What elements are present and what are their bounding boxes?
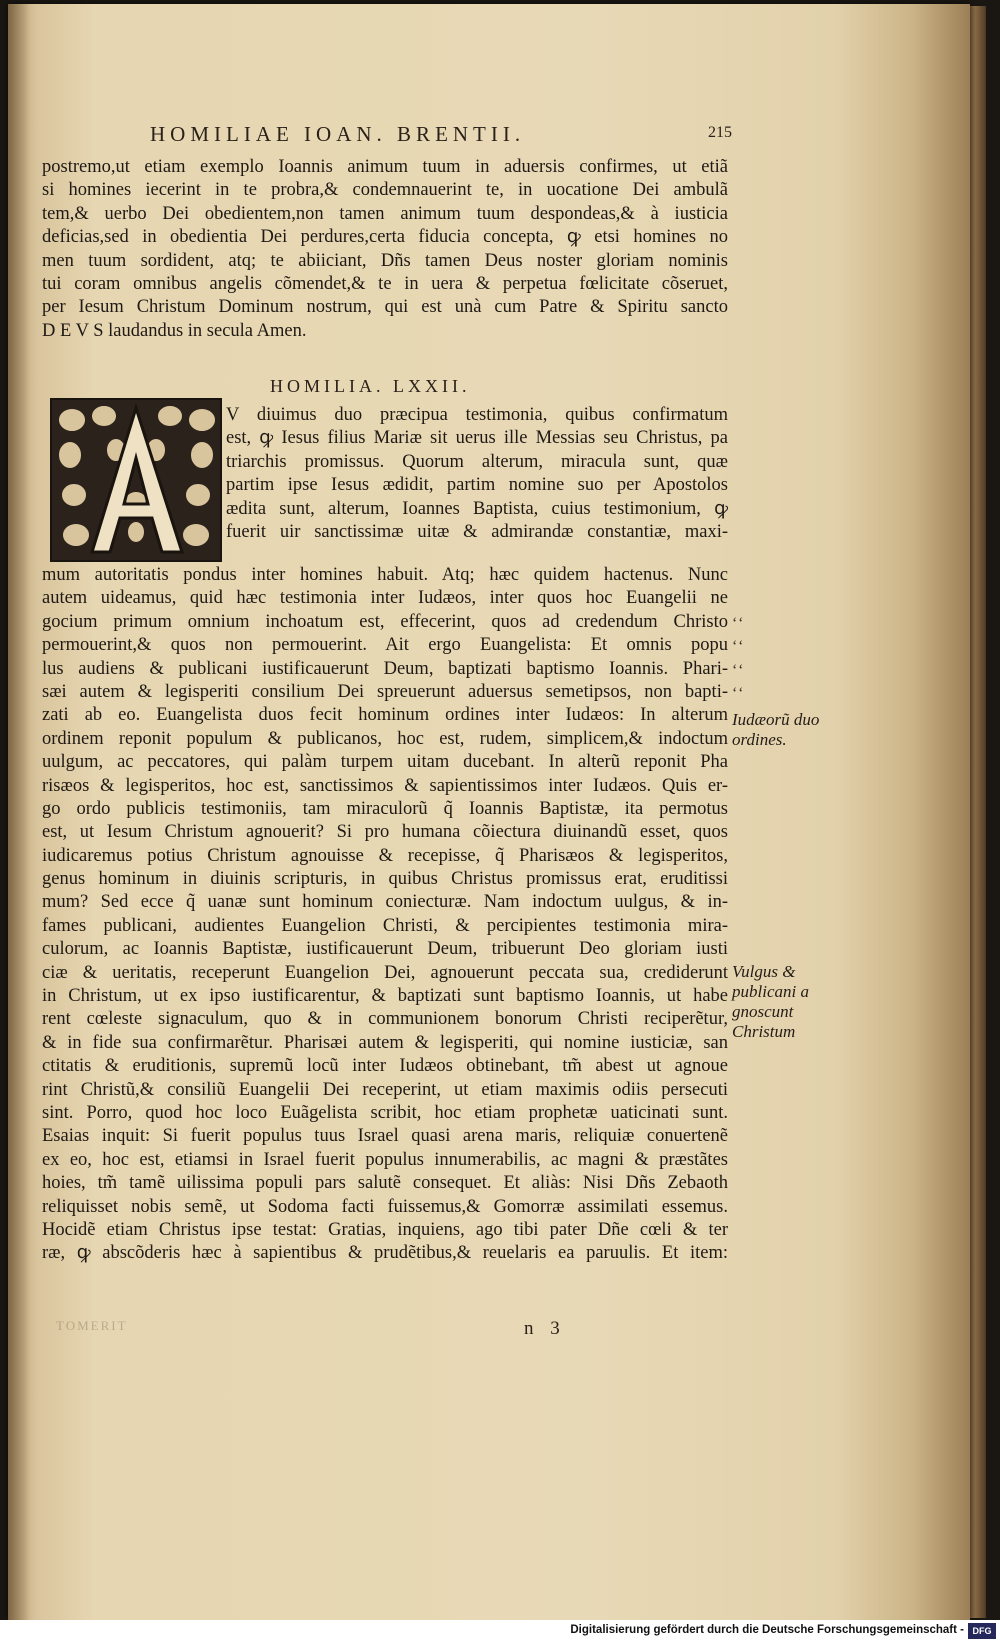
text-line: reliquisset nobis semẽ, ut Sodoma facti fuissemus,& Gomorræ assimilati essemus. xyxy=(42,1196,728,1217)
text-line: lus audiens & publicani iustificauerunt Deum, baptizati baptismo Ioannis. Phari- xyxy=(42,658,728,679)
text-line: partim ipse Iesus ædidit, partim nomine suo per Apostolos xyxy=(226,475,728,496)
decorated-initial xyxy=(50,398,222,562)
text-line: sint. Porro, quod hoc loco Euãgelista scribit, hoc etiam prophetæ uaticinati sunt. xyxy=(42,1102,728,1123)
text-line: V diuimus duo præcipua testimonia, quibus confirmatum xyxy=(226,405,728,425)
quote-mark: ‘‘ xyxy=(732,662,746,679)
text-line: in Christum, ut ex ipso iustificarentur, & baptizati sunt baptismo Ioannis, ut habe xyxy=(42,986,728,1007)
dfg-logo: DFG xyxy=(968,1623,996,1639)
text-line: genus hominum in diuinis scripturis, in quibus Christus promissus erat, eruditissi xyxy=(42,869,728,890)
text-line: per Iesum Christum Dominum nostrum, qui est unà cum Patre & Spiritu sancto xyxy=(42,297,728,318)
text-line: autem uideamus, quid hæc testimonia inter Iudæos, inter quos hoc Euangelii ne xyxy=(42,588,728,609)
text-line: deficias,sed in obedientia Dei perdures,certa fiducia concepta, ꝙ etsi homines no xyxy=(42,227,728,248)
text-line: Esaias inquit: Si fuerit populus tuus Israel quasi arena maris, reliquiæ conuertenẽ xyxy=(42,1126,728,1147)
text-block-opening xyxy=(226,404,728,544)
funding-credit: Digitalisierung gefördert durch die Deutsche Forschungsgemeinschaft - xyxy=(570,1624,964,1636)
text-line: tui coram omnibus angelis cõmendet,& te in uera & perpetua fœlicitate cõseruet, xyxy=(42,273,728,294)
text-line: triarchis promissus. Quorum alterum, miracula sunt, quæ xyxy=(226,451,728,472)
quote-mark: ‘‘ xyxy=(732,685,746,702)
offset-ghost-text: TOMERIT xyxy=(56,1318,128,1333)
signature-mark: n 3 xyxy=(524,1318,566,1339)
text-line: gocium primum omnium inchoatum est, effecerint, quos ad credendum Christo xyxy=(42,611,728,632)
text-line: rint Christũ,& consiliũ Euangelii Dei receperint, ut etiam maximis odiis persecuti xyxy=(42,1079,728,1100)
decorated-initial-a-icon xyxy=(52,400,220,560)
text-line: iudicaremus potius Christum agnouisse & recepisse, q̃ Pharisæos & legisperitos, xyxy=(42,845,728,866)
text-line: & in fide sua confirmarẽtur. Pharisæi autem & legisperiti, qui nomine iusticiæ, san xyxy=(42,1032,728,1053)
text-line: ædita sunt, alterum, Ioannes Baptista, cuius testimonium, ꝙ xyxy=(226,498,728,519)
text-line: permouerint,& quos non permouerint. Ait ergo Euangelista: Et omnis popu xyxy=(42,635,728,656)
text-line: risæos & legisperitos, hoc est, sanctissimos & sapientissimos inter Iudæos. Quis er- xyxy=(42,775,728,796)
homily-title: HOMILIA. LXXII. xyxy=(270,376,471,396)
text-block-main xyxy=(42,564,728,1266)
text-line: ex eo, hoc est, etiamsi in Israel fuerit populus innumerabilis, ac magni & præstãtes xyxy=(42,1149,728,1170)
text-line: fames publicani, audientes Euangelion Christi, & percipientes testimonia mira- xyxy=(42,915,728,936)
page-gutter-shadow xyxy=(8,4,30,1620)
text-block-ending xyxy=(42,156,728,343)
text-line: rent cœleste signaculum, quo & in communionem bonorum Christi reciperẽtur, xyxy=(42,1009,728,1030)
quote-mark: ‘‘ xyxy=(732,638,746,655)
running-head: HOMILIAE IOAN. BRENTII. xyxy=(150,122,526,146)
text-line: fuerit uir sanctissimæ uitæ & admirandæ constantiæ, maxi- xyxy=(226,521,728,542)
text-line: D E V S laudandus in secula Amen. xyxy=(42,320,307,341)
text-line: Hocidẽ etiam Christus ipse testat: Gratias, inquiens, ago tibi pater Dñe cœli & ter xyxy=(42,1219,728,1240)
page-number: 215 xyxy=(708,124,732,141)
text-line: est, ꝙ Iesus filius Mariæ sit uerus ille Messias seu Christus, pa xyxy=(226,428,728,449)
text-line: ciæ & ueritatis, receperunt Euangelion Dei, agnouerunt peccata sua, crediderunt xyxy=(42,962,728,983)
text-line: si homines iecerint in te probra,& condemnauerint te, in uocatione Dei ambulã xyxy=(42,180,728,201)
footer-bar xyxy=(0,1620,1000,1643)
text-line: ræ, ꝙ abscõderis hæc à sapientibus & prudẽtibus,& reuelaris ea paruulis. Et item: xyxy=(42,1243,728,1264)
text-line: postremo,ut etiam exemplo Ioannis animum tuum in aduersis confirmes, ut etiã xyxy=(42,157,728,177)
text-line: est, ut Iesum Christum agnouerit? Si pro humana cõiectura diuinandũ esset, quos xyxy=(42,822,728,843)
text-line: uulgum, ac peccatores, qui palàm turpem uitam ducebant. In alterũ reponit Pha xyxy=(42,752,728,773)
text-line: ordinem reponit populum & publicanos, hoc est, rudem, simplicem,& indoctum xyxy=(42,728,728,749)
text-line: ctitatis & eruditionis, supremũ locũ inter Iudæos obtinebant, tm̃ abest ut agnoue xyxy=(42,1056,728,1077)
book-page-edge xyxy=(968,6,986,1618)
text-line: mum? Sed ecce q̃ uanæ sunt hominum coniecturæ. Nam indoctum uulgus, & in- xyxy=(42,892,728,913)
text-line: hoies, tm̃ tamẽ uilissima populi pars salutẽ consequet. Et aliàs: Nisi Dñs Zebaoth xyxy=(42,1173,728,1194)
margin-note-iudaeorum: Iudæorũ duo ordines. xyxy=(732,710,820,749)
quote-mark: ‘‘ xyxy=(732,615,746,632)
text-line: go ordo publicis testimoniis, tam miraculorũ q̃ Ioannis Baptistæ, ita permotus xyxy=(42,798,728,819)
text-line: mum autoritatis pondus inter homines habuit. Atq; hæc quidem hactenus. Nunc xyxy=(42,565,728,585)
text-line: sæi autem & legisperiti consilium Dei spreuerunt aduersus semetipsos, non bapti- xyxy=(42,681,728,702)
text-line: culorum, ac Ioannis Baptistæ, iustificauerunt Deum, tribuerunt Deo gloriam iusti xyxy=(42,939,728,960)
margin-note-vulgus: Vulgus & publicani a gnoscunt Christum xyxy=(732,962,809,1041)
text-line: tem,& uerbo Dei obedientem,non tamen animum tuum despondeas,& à iusticia xyxy=(42,203,728,224)
text-line: men tuum sordident, atq; te abiiciant, Dñs tamen Deus noster gloriam nominis xyxy=(42,250,728,271)
text-line: zati ab eo. Euangelista duos fecit hominum ordines inter Iudæos: In alterum xyxy=(42,705,728,726)
